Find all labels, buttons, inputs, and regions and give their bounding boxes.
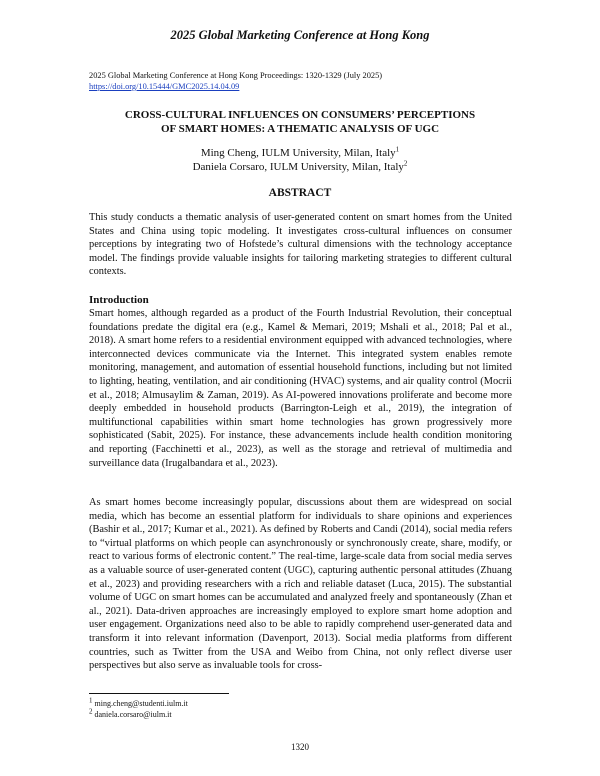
author-2 [60,160,540,174]
doi-link[interactable]: https://doi.org/10.15444/GMC2025.14.04.09 [89,82,240,91]
proceedings-citation: 2025 Global Marketing Conference at Hong Kong Proceedings: 1320-1329 (July 2025) [89,71,383,80]
running-header: 2025 Global Marketing Conference at Hong Kong [170,28,430,42]
introduction-paragraph-1: Smart homes, although regarded as a product of the Fourth Industrial Revolution, their conceptual foundations predate the digital era (e.g., Kamel & Memari, 2019; Mshali et al., 2018; Pal et al., 2018). A smart home refers to a residential environment equipped with advanced technologies, where interconnected devices communicate via the Internet. This integrated system enables remote monitoring, management, and automation of essential household functions, including but not limited to lighting, heating, ventilation, and air conditioning (HVAC) systems, and air quality control (Mocrii et al., 2018; Almusaylim & Zaman, 2019). As AI-powered innovations proliferate and become more deeply embedded in household products (Barrington-Leigh et al., 2019), the integration of multifunctional capabilities within smart home technologies has grown progressively more sophisticated (Sabit, 2025). For instance, these advancements include health condition monitoring and reporting (Facchinetti et al., 2023), as well as the storage and retrieval of multimedia and surveillance data (Irugalbandara et al., 2023). [89,308,512,469]
footnote-1 [89,696,188,710]
introduction-paragraph-2: As smart homes become increasingly popular, discussions about them are widespread on social media, which has become an essential platform for individuals to share opinions and experiences (Bashir et al., 2017; Kumar et al., 2021). As defined by Roberts and Candi (2014), social media refers to “virtual platforms on which people can asynchronously or synchronously create, share, modify, or react to various forms of electronic content.” The real-time, large-scale data from social media serves as a valuable source of user-generated content (UGC), capturing authentic personal attitudes (Zhuang et al., 2023) and providing researchers with a rich and reliable dataset (Luca, 2015). The substantial volume of UGC on smart homes can be accumulated and analyzed freely and spontaneously (Zhan et al., 2021). Data-driven approaches are increasingly employed to explore smart home adoption and user engagement. Organizations need also to be able to rapidly comprehend user-generated data and transform it into relevant information (Davenport, 2013). Social media platforms from different countries, such as Twitter from the USA and Weibo from China, not only reflect diverse user perspectives but also serve as invaluable tools for cross- [89,497,512,672]
abstract-text: This study conducts a thematic analysis of user-generated content on smart homes from the United States and China using topic modeling. It investigates cross-cultural influences on consumer perceptions by integrating two of Hofstede’s cultural dimensions with the technology acceptance model. The findings provide valuable insights for tailoring marketing strategies to different cultural contexts. [89,212,512,278]
author-2-footnote-mark: 2 [403,159,408,168]
author-2-affiliation: Daniela Corsaro, IULM University, Milan, Italy [192,161,404,173]
paper-title-line-2: OF SMART HOMES: A THEMATIC ANALYSIS OF UGC [160,123,440,135]
footnote-2 [89,706,188,721]
footnote-2-email: daniela.corsaro@iulm.it [94,709,172,719]
author-1 [60,146,540,160]
page-number: 1320 [291,742,309,752]
abstract-heading: ABSTRACT [268,187,332,199]
proceedings-info [89,70,382,92]
introduction-heading: Introduction [89,294,149,306]
paper-title [60,108,540,136]
footnotes [89,696,188,720]
author-list [60,146,540,174]
author-1-footnote-mark: 1 [395,145,400,154]
footnote-divider [89,693,229,694]
footnote-1-email: ming.cheng@studenti.iulm.it [94,699,188,708]
footnote-1-mark: 1 [89,696,93,705]
paper-title-line-1: CROSS-CULTURAL INFLUENCES ON CONSUMERS’ PERCEPTIONS [124,109,476,121]
author-1-affiliation: Ming Cheng, IULM University, Milan, Italy [200,147,396,159]
footnote-2-mark: 2 [89,706,93,715]
